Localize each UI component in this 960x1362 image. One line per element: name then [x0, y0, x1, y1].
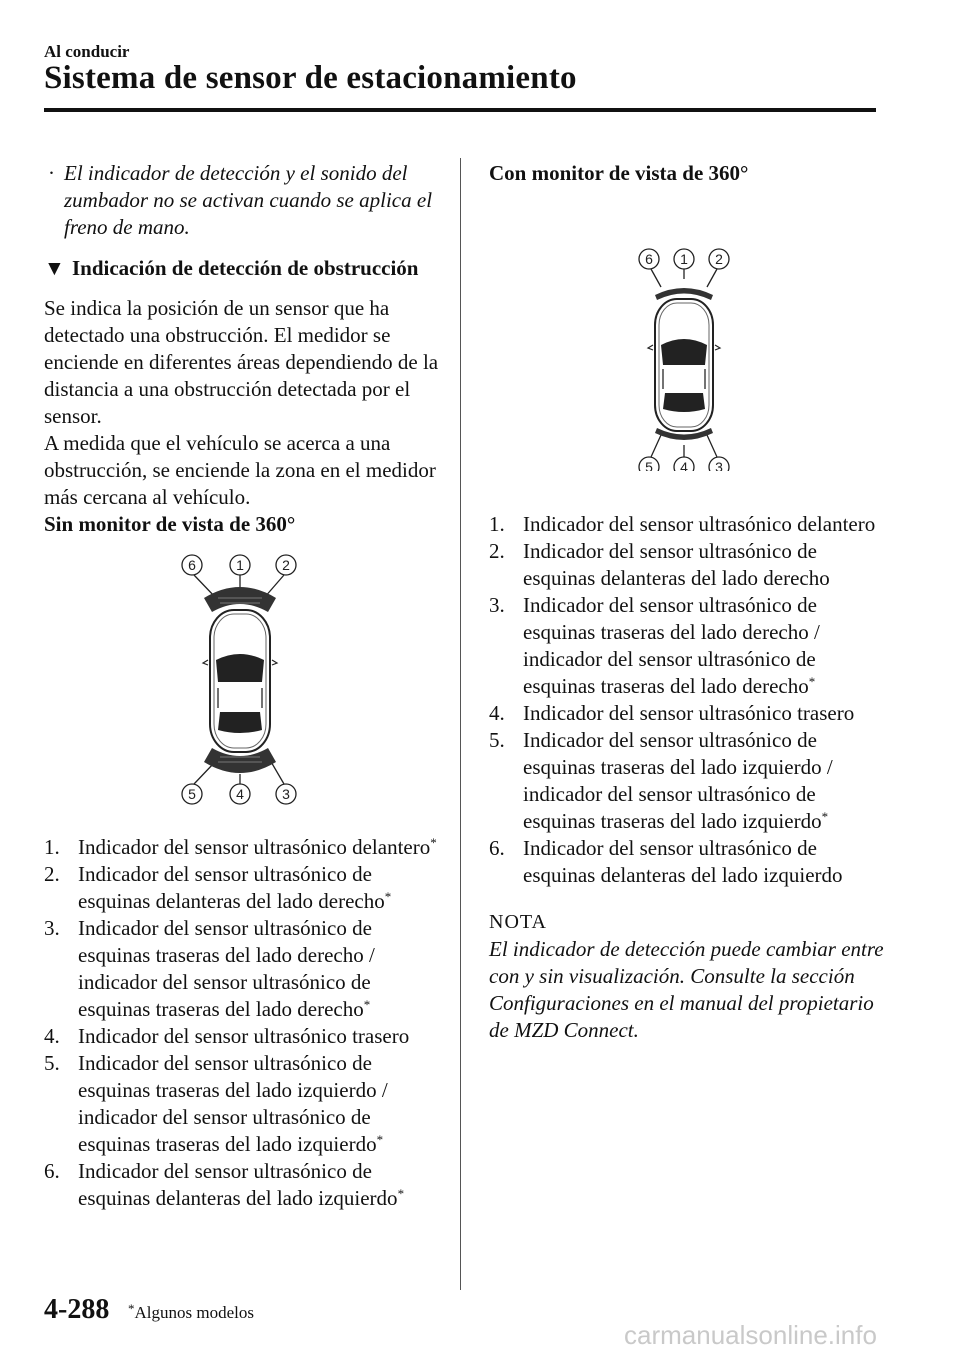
front-sensor-zone	[204, 587, 276, 612]
footnote	[128, 1301, 254, 1323]
paragraph-1: Se indica la posición de un sensor que ha detectado una obstrucción. El medidor se enciende en diferentes áreas dependiendo de la distancia a una obstrucción detectada por el sensor.	[44, 296, 439, 428]
figure-car-sensors-with-360	[489, 209, 889, 471]
list-item: 4. Indicador del sensor ultrasónico trasero	[489, 701, 855, 725]
callout-label-2: 2	[282, 557, 290, 573]
list-item: 5. Indicador del sensor ultrasónico de esquinas traseras del lado izquierdo / indicador del sensor ultrasónico de esquinas traseras del lado izquierdo*	[44, 1051, 388, 1156]
callout-label-6: 6	[645, 251, 653, 267]
right-column	[489, 160, 889, 1044]
callout-label-6: 6	[188, 557, 196, 573]
paragraph-2: A medida que el vehículo se acerca a una obstrucción, se enciende la zona en el medidor más cercana al vehículo.	[44, 431, 436, 509]
bullet-dot-icon: ·	[48, 161, 55, 185]
list-item: 3. Indicador del sensor ultrasónico de esquinas traseras del lado derecho / indicador del sensor ultrasónico de esquinas traseras del lado derecho*	[44, 916, 375, 1021]
nota-heading: NOTA	[489, 911, 547, 933]
list-item: 1. Indicador del sensor ultrasónico delantero*	[44, 835, 437, 859]
windshield	[216, 654, 264, 682]
figure-heading-without-360: Sin monitor de vista de 360°	[44, 512, 296, 536]
list-item: 6. Indicador del sensor ultrasónico de esquinas delanteras del lado izquierdo*	[44, 1159, 405, 1210]
list-item: 2. Indicador del sensor ultrasónico de esquinas delanteras del lado derecho*	[44, 862, 392, 913]
subheading-text: Indicación de detección de obstrucción	[72, 256, 419, 280]
rear-window	[663, 393, 705, 412]
rear-window	[218, 712, 262, 733]
bullet-note-text: El indicador de detección y el sonido del zumbador no se activan cuando se aplica el freno de mano.	[64, 161, 433, 239]
list-item: 6. Indicador del sensor ultrasónico de esquinas delanteras del lado izquierdo	[489, 836, 843, 887]
car-top-view-diagram	[44, 548, 444, 818]
list-item: 3. Indicador del sensor ultrasónico de esquinas traseras del lado derecho / indicador del sensor ultrasónico de esquinas traseras del lado derecho*	[489, 593, 820, 698]
section-label: Al conducir	[44, 42, 130, 61]
page-title: Sistema de sensor de estacionamiento	[44, 60, 577, 96]
column-divider	[460, 158, 461, 1290]
callout-label-4: 4	[236, 786, 244, 802]
page-number: 4-288	[44, 1294, 110, 1325]
callout-label-5: 5	[645, 459, 653, 471]
list-item: 1. Indicador del sensor ultrasónico delantero	[489, 512, 876, 536]
footnote-text: Algunos modelos	[134, 1303, 254, 1322]
list-item: 5. Indicador del sensor ultrasónico de esquinas traseras del lado izquierdo / indicador del sensor ultrasónico de esquinas traseras del lado izquierdo*	[489, 728, 833, 833]
triangle-marker-icon: ▼	[44, 256, 65, 280]
bullet-note	[44, 160, 444, 241]
figure-car-sensors-without-360	[44, 548, 444, 818]
callout-label-1: 1	[680, 251, 688, 267]
footnote-star: *	[128, 1301, 135, 1316]
subheading	[44, 255, 444, 282]
sensor-list-without-360	[44, 834, 444, 1212]
left-column	[44, 160, 444, 1212]
callout-label-2: 2	[715, 251, 723, 267]
car-top-view-diagram-360	[489, 209, 889, 471]
callout-label-3: 3	[715, 459, 723, 471]
list-item: 2. Indicador del sensor ultrasónico de esquinas delanteras del lado derecho	[489, 539, 830, 590]
callout-label-5: 5	[188, 786, 196, 802]
nota-text: El indicador de detección puede cambiar entre con y sin visualización. Consulte la sección Configuraciones en el manual del propietario de MZD Connect.	[489, 937, 884, 1042]
sensor-list-with-360	[489, 511, 889, 889]
callout-label-3: 3	[282, 786, 290, 802]
title-rule	[44, 108, 876, 112]
figure-heading-with-360: Con monitor de vista de 360°	[489, 161, 749, 185]
windshield	[661, 339, 707, 365]
watermark: carmanualsonline.info	[624, 1320, 877, 1350]
list-item: 4. Indicador del sensor ultrasónico trasero	[44, 1024, 410, 1048]
callout-label-1: 1	[236, 557, 244, 573]
callout-label-4: 4	[680, 459, 688, 471]
